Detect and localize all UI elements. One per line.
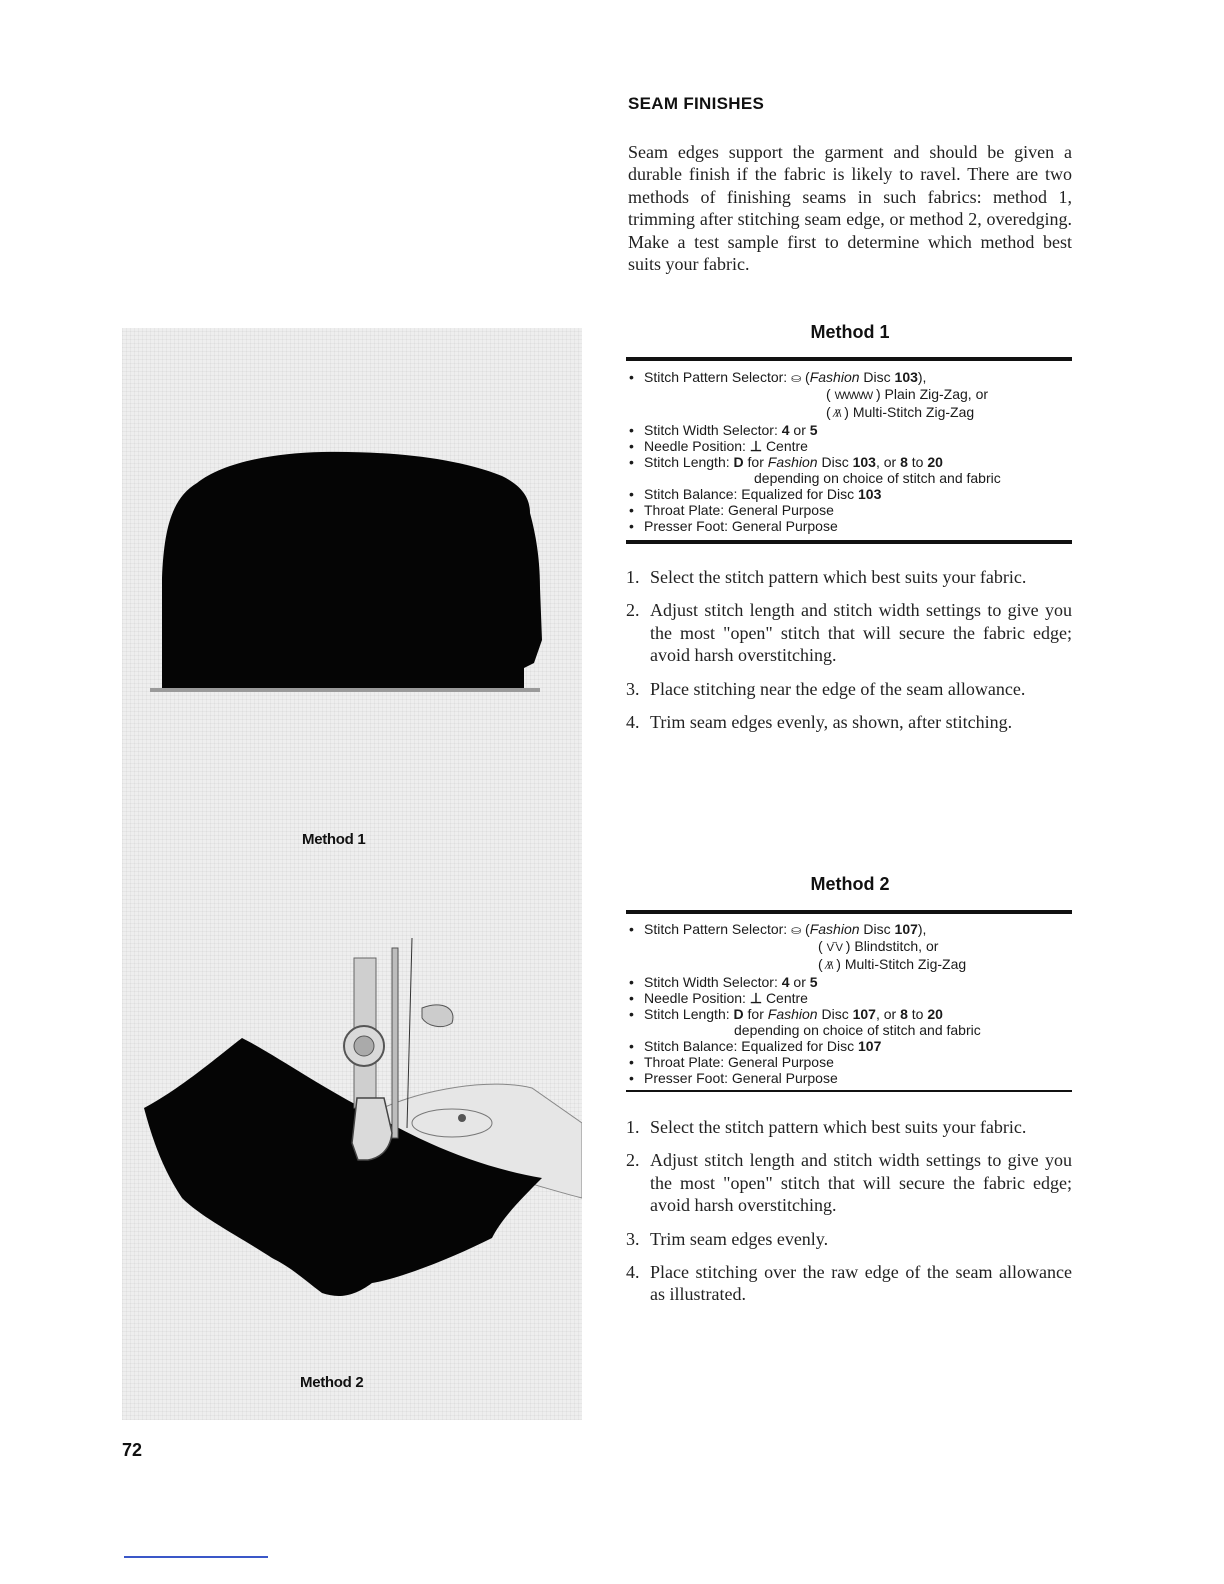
fabric-swatch-1 — [162, 452, 542, 690]
spec-presser-foot: • Presser Foot: General Purpose — [626, 518, 1072, 534]
spec-balance: • Stitch Balance: Equalized for Disc 107 — [626, 1038, 1072, 1054]
spec-pattern-alt-1: ( V‾V ) Blindstitch, or — [818, 938, 939, 954]
method-2-heading: Method 2 — [810, 874, 890, 894]
spec-balance: • Stitch Balance: Equalized for Disc 103 — [626, 486, 1072, 502]
spec-needle: • Needle Position: ⊥ Centre — [626, 990, 1072, 1006]
fashion-disc-icon: ⛀ — [791, 923, 802, 937]
multi-stitch-zigzag-icon: ⁄\⁄\ — [834, 408, 841, 420]
method-1-settings — [626, 369, 1072, 534]
spec-pattern: • Stitch Pattern Selector: ⛀ (Fashion Disc 103), — [626, 369, 1072, 386]
spec-length-continued: depending on choice of stitch and fabric — [734, 1022, 981, 1038]
spec-needle: • Needle Position: ⊥ Centre — [626, 438, 1072, 454]
presser-foot — [352, 1098, 392, 1160]
multi-stitch-zigzag-icon: ⁄\⁄\ — [826, 960, 833, 972]
zigzag-stitch-icon: WWWW — [834, 390, 873, 402]
method-2-step: 1. Select the stitch pattern which best suits your fabric. — [626, 1117, 1027, 1137]
photo-caption-2: Method 2 — [300, 1374, 364, 1391]
method-2-photo — [122, 938, 582, 1408]
method-2-steps — [626, 1116, 1072, 1317]
fabric-swatch-2 — [144, 1038, 542, 1296]
spec-length: • Stitch Length: D for Fashion Disc 103, or 8 to 20 — [626, 454, 1072, 470]
footer-rule — [124, 1556, 268, 1558]
method-2-settings — [626, 921, 1072, 1086]
spec-throat-plate: • Throat Plate: General Purpose — [626, 1054, 1072, 1070]
spec-width: • Stitch Width Selector: 4 or 5 — [626, 422, 1072, 438]
photo-caption-1: Method 1 — [302, 831, 366, 848]
method-1-step: 1. Select the stitch pattern which best suits your fabric. — [626, 567, 1027, 587]
needle-position-icon: ⊥ — [749, 438, 763, 454]
method-2-step: 2. Adjust stitch length and stitch width settings to give you the most "open" stitch that will secure the fabric edge; avoid harsh overstitching. — [626, 1150, 1072, 1216]
spec-presser-foot: • Presser Foot: General Purpose — [626, 1070, 1072, 1086]
fabric-shadow — [150, 688, 540, 692]
method-2-bottom-rule — [626, 1090, 1072, 1092]
method-1-heading: Method 1 — [810, 322, 890, 342]
method-2-top-rule — [626, 910, 1072, 914]
method-2-step: 3. Trim seam edges evenly. — [626, 1228, 829, 1249]
needle-position-icon: ⊥ — [749, 990, 763, 1006]
section-title: SEAM FINISHES — [628, 94, 765, 113]
spec-pattern: • Stitch Pattern Selector: ⛀ (Fashion Disc 107), — [626, 921, 1072, 938]
fashion-disc-icon: ⛀ — [791, 371, 802, 385]
method-1-bottom-rule — [626, 540, 1072, 544]
intro-paragraph: Seam edges support the garment and should be given a durable finish if the fabric is likely to ravel. There are two methods of finishing seams in such fabrics: method 1, trimming after stitching seam edge, or method 2, overedging. Make a test sample first to determine which method best suits your fabric. — [628, 142, 1072, 275]
method-1-steps — [626, 566, 1072, 744]
spec-length-continued: depending on choice of stitch and fabric — [754, 470, 1001, 486]
spec-pattern-alt-2: ( ⁄\⁄\ ) Multi-Stitch Zig-Zag — [818, 956, 967, 972]
plate-screw — [458, 1114, 466, 1122]
spec-throat-plate: • Throat Plate: General Purpose — [626, 502, 1072, 518]
thread-guide — [422, 1005, 453, 1027]
photo-column — [122, 328, 582, 1420]
method-1-step: 4. Trim seam edges evenly, as shown, after stitching. — [626, 712, 1013, 733]
needle-bar — [392, 948, 398, 1138]
spec-pattern-alt-2: ( ⁄\⁄\ ) Multi-Stitch Zig-Zag — [826, 404, 975, 420]
spec-width: • Stitch Width Selector: 4 or 5 — [626, 974, 1072, 990]
method-1-top-rule — [626, 357, 1072, 361]
method-2-step: 4. Place stitching over the raw edge of the seam allowance as illustrated. — [626, 1262, 1072, 1305]
method-1-step: 3. Place stitching near the edge of the seam allowance. — [626, 678, 1026, 699]
method-1-photo — [122, 328, 582, 888]
page-number: 72 — [122, 1440, 143, 1460]
thumb-screw-center — [354, 1036, 374, 1056]
spec-length: • Stitch Length: D for Fashion Disc 107, or 8 to 20 — [626, 1006, 1072, 1022]
blindstitch-icon: V‾V — [826, 942, 842, 954]
spec-pattern-alt-1: ( WWWW ) Plain Zig-Zag, or — [826, 386, 989, 402]
method-1-step: 2. Adjust stitch length and stitch width settings to give you the most "open" stitch that will secure the fabric edge; avoid harsh overstitching. — [626, 600, 1072, 666]
